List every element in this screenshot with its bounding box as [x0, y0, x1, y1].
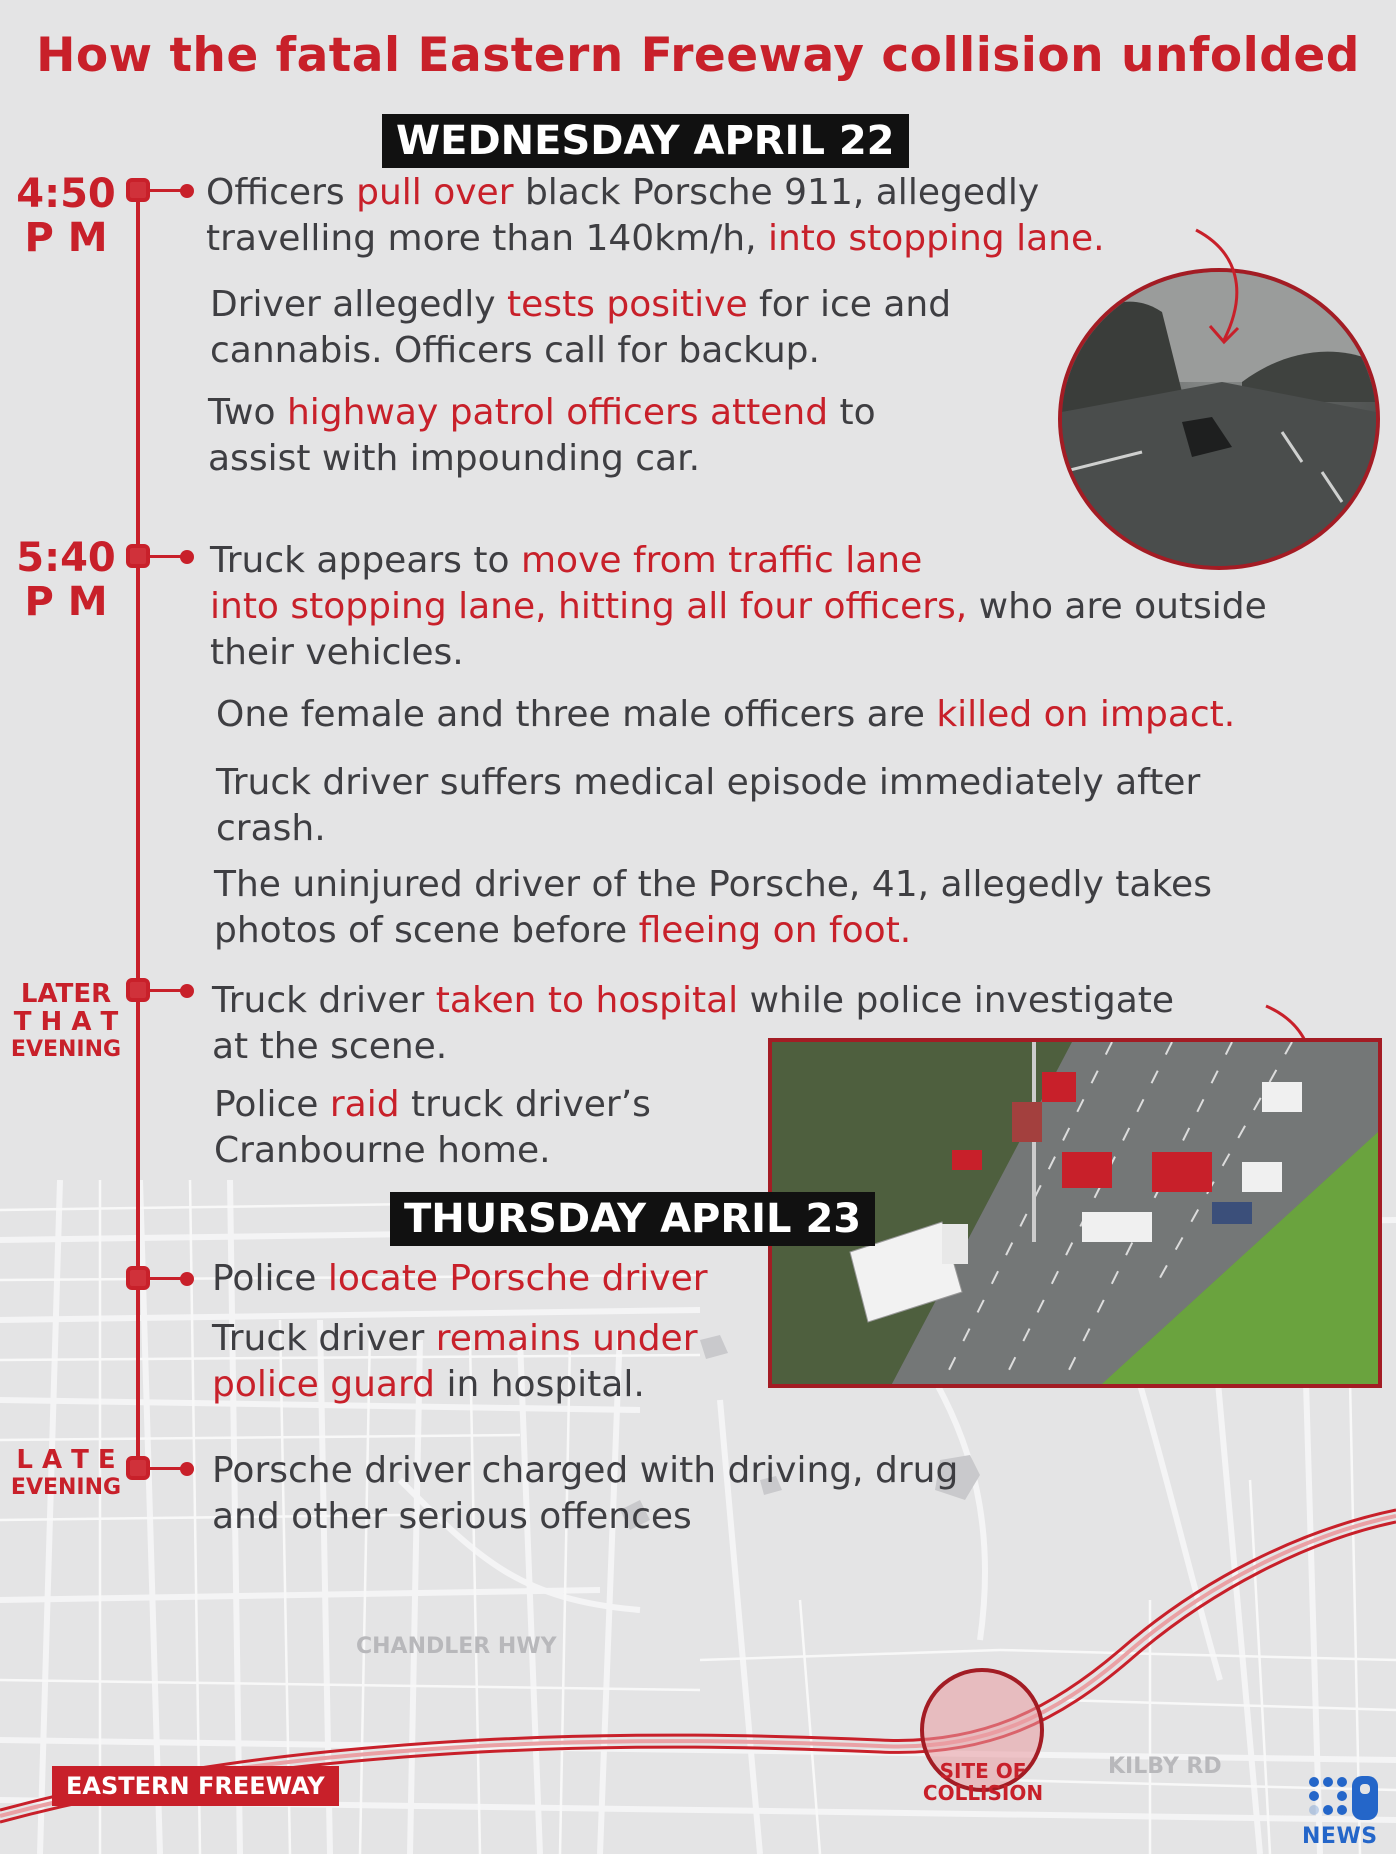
timeline-dot	[180, 550, 194, 564]
event-highlight: into stopping lane.	[767, 218, 1105, 259]
event-line: and other serious offences	[212, 1496, 692, 1537]
event-line: crash.	[216, 808, 326, 849]
event-text: One female and three male officers are	[216, 694, 937, 735]
timeline-connector	[148, 1467, 184, 1470]
timeline-connector	[148, 555, 184, 558]
event-killed	[216, 692, 1376, 738]
event-text: to	[828, 392, 876, 433]
time-digits: 5:40	[16, 535, 116, 581]
time-ampm: P M	[24, 215, 108, 261]
event-text: Police	[212, 1258, 328, 1299]
event-text: Two	[208, 392, 287, 433]
event-highlight: tests positive	[507, 284, 748, 325]
event-highlight: killed on impact.	[936, 694, 1236, 735]
event-line: Truck driver suffers medical episode immediately after	[216, 762, 1201, 803]
timeline-node	[126, 1456, 150, 1480]
timeline-node	[126, 178, 150, 202]
time-label-450pm	[6, 172, 126, 260]
eastern-freeway-label: EASTERN FREEWAY	[52, 1766, 339, 1806]
time-ampm: P M	[24, 579, 108, 625]
road-label-kilby-rd: KILBY RD	[1108, 1754, 1222, 1779]
time-line: EVENING	[10, 1475, 122, 1500]
event-highlight: remains under	[435, 1318, 698, 1359]
timeline-connector	[148, 189, 184, 192]
event-line: at the scene.	[212, 1026, 448, 1067]
event-police-guard	[212, 1316, 772, 1408]
event-text: travelling more than 140km/h,	[206, 218, 768, 259]
event-line: Cranbourne home.	[214, 1130, 551, 1171]
event-line	[212, 1362, 772, 1408]
event-pull-over	[206, 170, 1186, 262]
event-line: The uninjured driver of the Porsche, 41, allegedly takes	[214, 864, 1212, 905]
timeline-node	[126, 544, 150, 568]
event-text: Truck driver	[212, 980, 436, 1021]
event-text: in hospital.	[435, 1364, 645, 1405]
time-line: T H A T	[13, 1007, 119, 1037]
event-highlight: move from traffic lane	[520, 540, 923, 581]
event-line	[210, 538, 1380, 584]
event-truck-hits	[210, 538, 1380, 676]
event-highlight: taken to hospital	[435, 980, 739, 1021]
event-line	[206, 170, 1186, 216]
event-text: while police investigate	[738, 980, 1175, 1021]
event-text: for ice and	[747, 284, 952, 325]
event-highlight: highway patrol officers attend	[286, 392, 829, 433]
day-label-wednesday: WEDNESDAY APRIL 22	[382, 114, 909, 168]
event-line: their vehicles.	[210, 632, 464, 673]
event-highlight: police guard	[212, 1364, 436, 1405]
road-label-chandler-hwy: CHANDLER HWY	[356, 1634, 557, 1659]
event-line: cannabis. Officers call for backup.	[210, 330, 820, 371]
event-line: assist with impounding car.	[208, 438, 701, 479]
time-label-540pm	[6, 536, 126, 624]
site-label-line: SITE OF	[939, 1759, 1027, 1783]
event-line	[212, 1316, 772, 1362]
event-line	[208, 390, 1028, 436]
site-label-line: COLLISION	[922, 1781, 1044, 1805]
event-text: Police	[214, 1084, 330, 1125]
time-label-late-evening	[4, 1446, 128, 1502]
event-highlight: locate Porsche driver	[327, 1258, 708, 1299]
time-line: L A T E	[16, 1445, 116, 1475]
event-text: Truck appears to	[210, 540, 521, 581]
timeline-dot	[180, 984, 194, 998]
timeline-dot	[180, 184, 194, 198]
event-highway-patrol	[208, 390, 1028, 482]
event-highlight: fleeing on foot.	[638, 910, 912, 951]
event-text: Officers	[206, 172, 357, 213]
event-medical-episode	[216, 760, 1376, 852]
timeline-node	[126, 1266, 150, 1290]
timeline-dot	[180, 1462, 194, 1476]
event-text: black Porsche 911, allegedly	[513, 172, 1040, 213]
event-line: Porsche driver charged with driving, drug	[212, 1450, 959, 1491]
news-logo-text: NEWS	[1302, 1824, 1378, 1849]
timeline-node	[126, 978, 150, 1002]
event-locate-driver	[212, 1256, 772, 1302]
event-tests-positive	[210, 282, 1030, 374]
event-fleeing	[214, 862, 1374, 954]
time-digits: 4:50	[16, 171, 116, 217]
event-highlight: raid	[329, 1084, 400, 1125]
event-line	[214, 1082, 754, 1128]
event-line	[212, 978, 1382, 1024]
event-text: Truck driver	[212, 1318, 436, 1359]
nine-logo-icon	[1302, 1772, 1382, 1832]
event-highlight: pull over	[356, 172, 514, 213]
event-text: Driver allegedly	[210, 284, 508, 325]
event-highlight: into stopping lane, hitting all four officers,	[210, 586, 968, 627]
site-of-collision-label	[908, 1760, 1058, 1804]
event-text: who are outside	[967, 586, 1267, 627]
event-text: photos of scene before	[214, 910, 639, 951]
time-label-later-that-evening	[4, 980, 128, 1064]
arrow-icon	[1188, 222, 1268, 352]
timeline-connector	[148, 989, 184, 992]
event-line	[214, 908, 1374, 954]
page-title: How the fatal Eastern Freeway collision unfolded	[36, 28, 1360, 83]
event-line	[210, 282, 1030, 328]
timeline-connector	[148, 1277, 184, 1280]
time-line: EVENING	[10, 1037, 122, 1062]
time-line: LATER	[20, 979, 112, 1009]
event-charged	[212, 1448, 1072, 1540]
timeline-dot	[180, 1272, 194, 1286]
day-label-thursday: THURSDAY APRIL 23	[390, 1192, 875, 1246]
event-text: truck driver’s	[399, 1084, 651, 1125]
event-line	[206, 216, 1186, 262]
event-raid	[214, 1082, 754, 1174]
event-line	[210, 584, 1380, 630]
